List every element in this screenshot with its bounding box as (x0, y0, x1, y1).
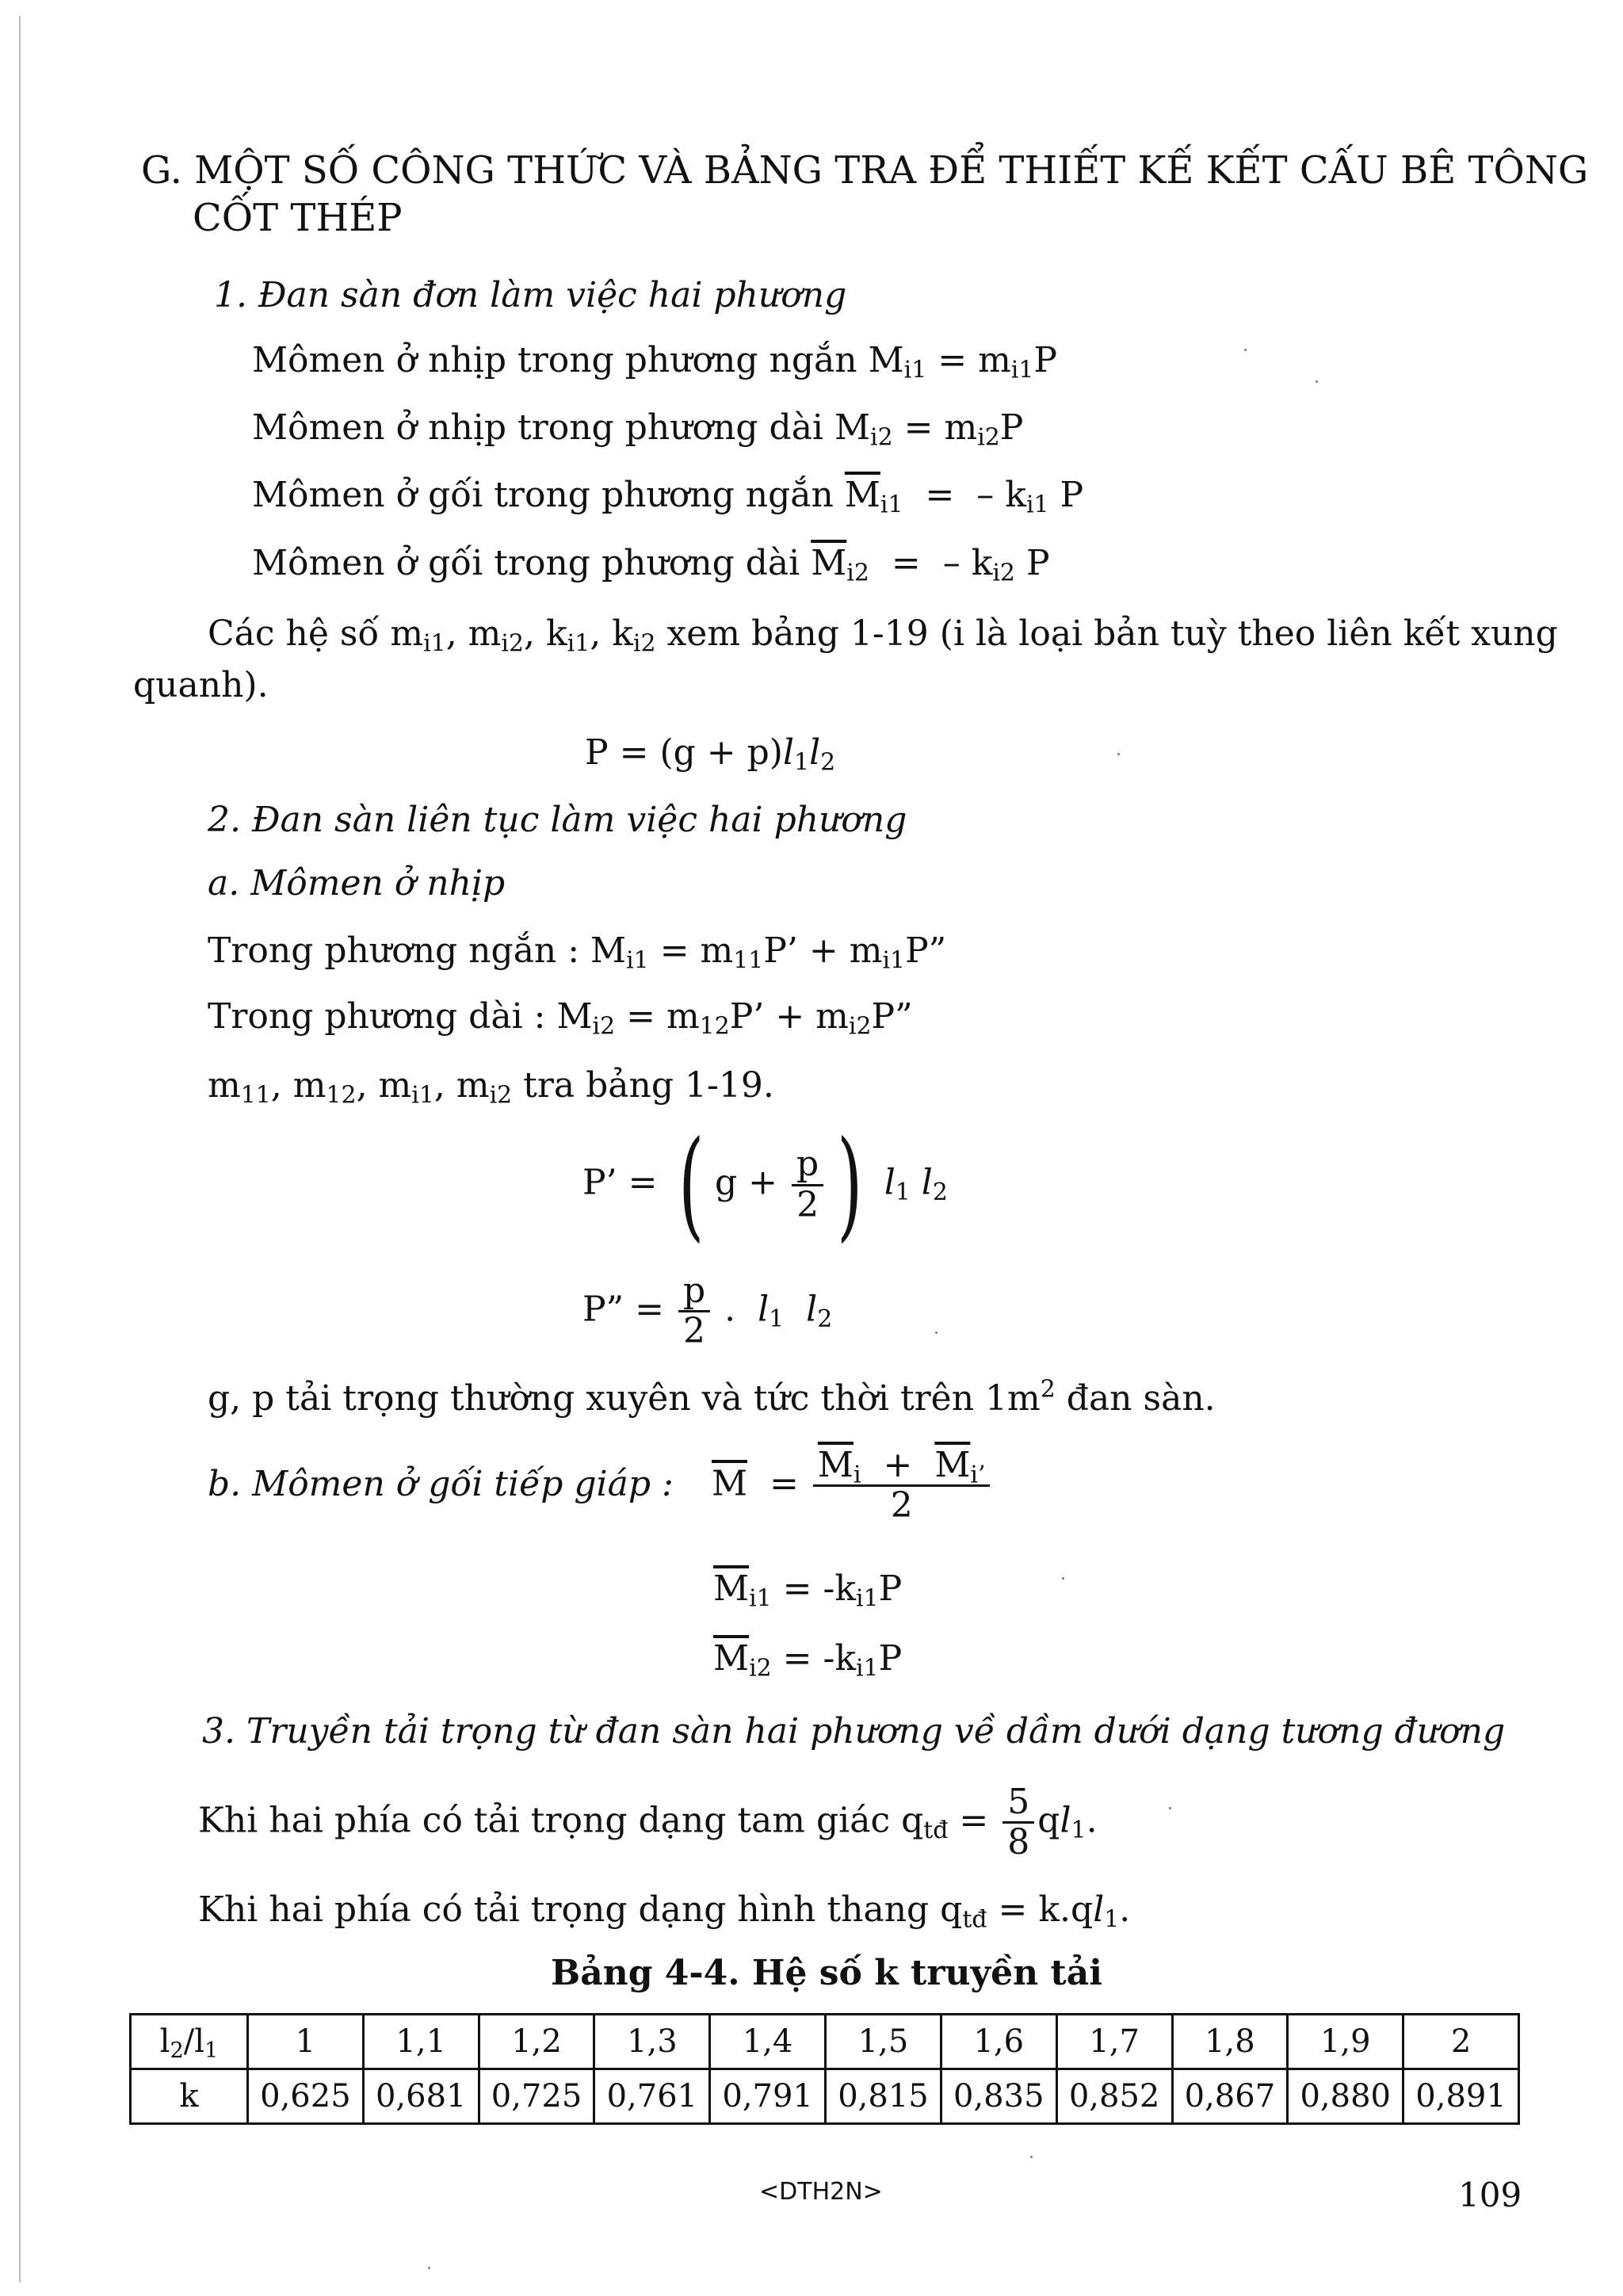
table-row-header-ratio: $l_2/l_1$ (131, 2015, 248, 2069)
table-caption: Bảng 4-4. Hệ số k truyền tải (551, 1953, 1102, 1993)
formula-mbar-average: $\overline{M}$ = $\frac{\overline{M}_i + \overline{M}_{i’}}{2}$ (712, 1446, 993, 1526)
table-cell: 0,891 (1403, 2069, 1519, 2124)
table-cell: 0,852 (1056, 2069, 1172, 2124)
table-cell: 1,8 (1172, 2015, 1288, 2069)
table-cell: 1,4 (710, 2015, 826, 2069)
table-row-header-k: k (131, 2069, 248, 2124)
table-cell: 1,9 (1288, 2015, 1403, 2069)
section1-title: 1. Đan sàn đơn làm việc hai phương (214, 275, 847, 315)
scan-speck (1244, 349, 1247, 351)
footer-watermark: <DTH2N> (759, 2178, 883, 2206)
formula-short-direction: Trong phương ngắn : $M_{i1} = m_{11}P$’ + $m_{i1}P$” (208, 930, 947, 975)
page-number: 109 (1458, 2176, 1522, 2214)
formula-mbar-i1: Mômen ở gối trong phương ngắn $\overline{M}_{i1}$ = – $k_{i1}$ P (252, 475, 1084, 519)
table-cell: 2 (1403, 2015, 1519, 2069)
table-cell: 0,725 (479, 2069, 594, 2124)
scan-speck (1316, 380, 1318, 383)
table-cell: 0,681 (363, 2069, 479, 2124)
section-heading-line1: G. MỘT SỐ CÔNG THỨC VÀ BẢNG TRA ĐỂ THIẾT KẾ KẾT CẤU BÊ TÔNG (141, 148, 1589, 193)
table-cell: 1,7 (1056, 2015, 1172, 2069)
formula-mbar-i1-support: $\overline{M}_{i1} = -k_{i1}P$ (713, 1568, 903, 1613)
table-row (131, 2069, 1519, 2124)
scan-speck (935, 1331, 938, 1334)
formula-p: $P = (g + p)l_1l_2$ (585, 732, 836, 777)
coefficients-line2: quanh). (133, 665, 269, 705)
table-cell: 1,2 (479, 2015, 594, 2069)
formula-m-i1: Mômen ở nhịp trong phương ngắn $M_{i1} = m_{i1}P$ (252, 340, 1057, 384)
scan-speck (1030, 2156, 1033, 2158)
table-cell: 0,815 (826, 2069, 941, 2124)
table-row (131, 2015, 1519, 2069)
formula-p-double-prime: P” = $\frac{p}{2}$ . $l_1$ $l_2$ (582, 1270, 833, 1352)
scan-speck (1117, 753, 1120, 755)
table-cell: 0,791 (710, 2069, 826, 2124)
section2-title: 2. Đan sàn liên tục làm việc hai phương (208, 800, 907, 840)
formula-mbar-i2-support: $\overline{M}_{i2} = -k_{i1}P$ (713, 1638, 903, 1683)
coefficients-line: Các hệ số $m_{i1}$, $m_{i2}$, $k_{i1}$, $k_{i2}$ xem bảng 1-19 (i là loại bản tuỳ theo liên kết xung (208, 613, 1558, 658)
trapezoid-load-formula: Khi hai phía có tải trọng dạng hình thang $q_{tđ} = k.ql_1$. (198, 1889, 1131, 1934)
table-cell: 0,835 (941, 2069, 1056, 2124)
table-cell: 1,6 (941, 2015, 1056, 2069)
table-cell: 0,867 (1172, 2069, 1288, 2124)
scan-speck (428, 2267, 430, 2269)
table-cell: 1,1 (363, 2015, 479, 2069)
scan-speck (1169, 1807, 1171, 1809)
coefficient-k-table (129, 2013, 1520, 2125)
coefficients-list: $m_{11}$, $m_{12}$, $m_{i1}$, $m_{i2}$ tra bảng 1-19. (208, 1065, 774, 1110)
scan-edge-line (19, 16, 21, 2283)
load-description: g, p tải trọng thường xuyên và tức thời trên $1m^2$ đan sàn. (208, 1375, 1216, 1419)
section3-title: 3. Truyền tải trọng từ đan sàn hai phương về dầm dưới dạng tương đương (202, 1711, 1506, 1752)
section2b-title: b. Mômen ở gối tiếp giáp : (208, 1464, 674, 1504)
section2a-title: a. Mômen ở nhịp (208, 863, 506, 904)
triangle-load-formula: Khi hai phía có tải trọng dạng tam giác $q_{tđ}$ = $\frac{5}{8}$ $ql_1$. (198, 1782, 1098, 1863)
formula-long-direction: Trong phương dài : $M_{i2} = m_{12}P$’ + $m_{i2}P$” (208, 996, 913, 1041)
table-cell: 0,625 (248, 2069, 364, 2124)
formula-p-prime: P’ = ( g + $\frac{p}{2}$ ) $l_1$ $l_2$ (582, 1116, 948, 1254)
scan-speck (1062, 1577, 1064, 1580)
table-cell: 0,761 (594, 2069, 710, 2124)
table-cell: 0,880 (1288, 2069, 1403, 2124)
formula-mbar-i2: Mômen ở gối trong phương dài $\overline{M}_{i2}$ = – $k_{i2}$ P (252, 543, 1050, 587)
section-heading-line2: CỐT THÉP (193, 196, 403, 240)
table-cell: 1 (248, 2015, 364, 2069)
table-cell: 1,3 (594, 2015, 710, 2069)
table-cell: 1,5 (826, 2015, 941, 2069)
formula-m-i2: Mômen ở nhịp trong phương dài $M_{i2} = m_{i2}P$ (252, 407, 1024, 452)
